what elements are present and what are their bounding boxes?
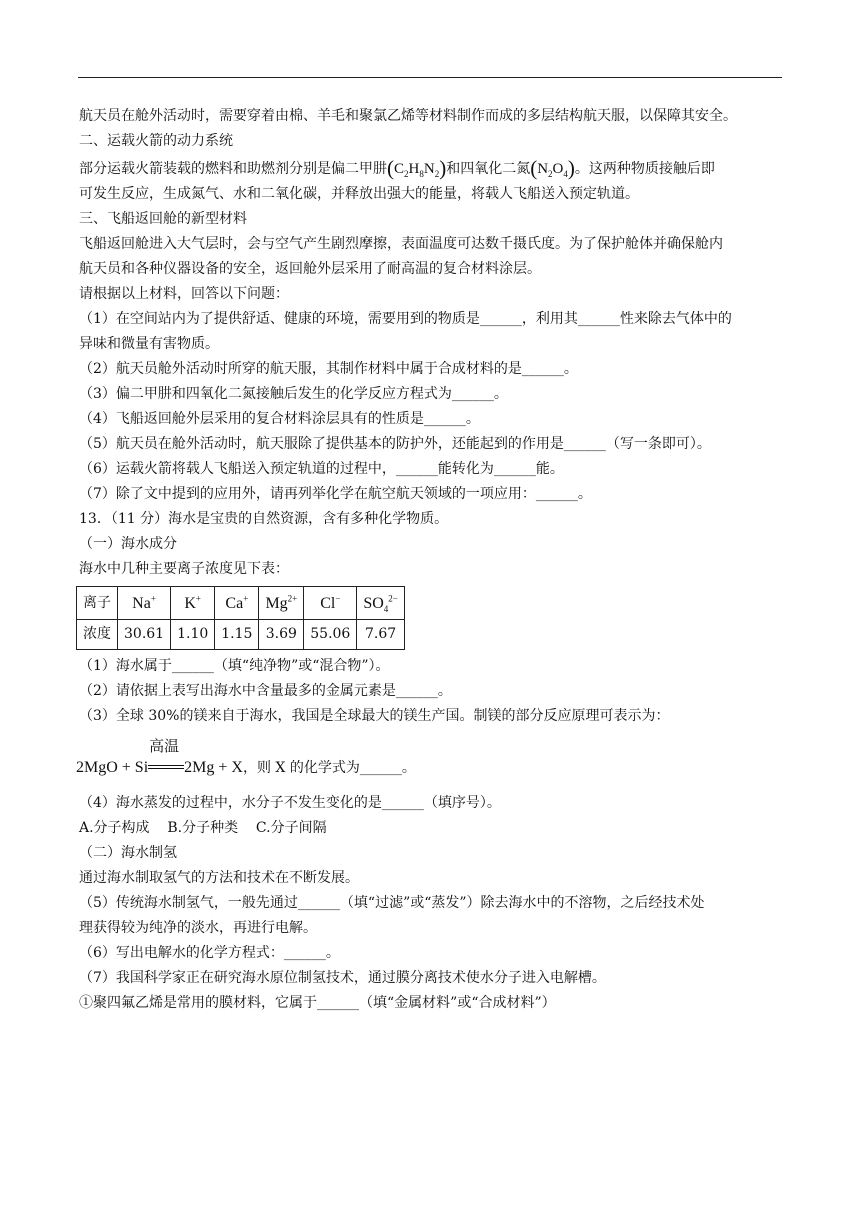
ion-cell: Ca+ bbox=[215, 587, 259, 620]
question-3: （3）偏二甲肼和四氧化二氮接触后发生的化学反应方程式为______。 bbox=[79, 386, 508, 402]
answer-7: （7）我国科学家正在研究海水原位制氢技术，通过膜分离技术使水分子进入电解槽。 bbox=[79, 970, 606, 986]
section-heading: 二、运载火箭的动力系统 bbox=[79, 133, 233, 149]
text-line: 通过海水制取氢气的方法和技术在不断发展。 bbox=[79, 870, 359, 886]
answer-6: （6）写出电解水的化学方程式：______。 bbox=[79, 945, 340, 961]
table-cell: 55.06 bbox=[304, 620, 357, 650]
text-line: 飞船返回舱进入大气层时，会与空气产生剧烈摩擦，表面温度可达数千摄氏度。为了保护舱体并确保舱内 bbox=[79, 236, 723, 252]
question-5: （5）航天员在舱外活动时，航天服除了提供基本的防护外，还能起到的作用是______（写一条即可）。 bbox=[79, 436, 711, 452]
open-paren: ( bbox=[387, 156, 394, 180]
table-cell: 1.15 bbox=[215, 620, 259, 650]
table-value-label: 浓度 bbox=[77, 620, 118, 650]
equation-products: 2Mg + X bbox=[184, 759, 243, 776]
question-7: （7）除了文中提到的应用外，请再列举化学在航空航天领域的一项应用：______。 bbox=[79, 486, 592, 502]
ion-cell: $Mg^{2+}$ bbox=[259, 587, 304, 620]
ion-cell: Na+ bbox=[118, 587, 171, 620]
question-1-cont: 异味和微量有害物质。 bbox=[79, 336, 219, 352]
answer-4: （4）海水蒸发的过程中，水分子不发生变化的是______（填序号）。 bbox=[79, 795, 501, 811]
question-2: （2）航天员舱外活动时所穿的航天服，其制作材料中属于合成材料的是______。 bbox=[79, 361, 578, 377]
text-fragment: 部分运载火箭装载的燃料和助燃剂分别是偏二甲肼 bbox=[79, 161, 387, 177]
table-header-label: 离子 bbox=[77, 587, 118, 620]
ion-cell: Cl− bbox=[304, 587, 357, 620]
answer-5-cont: 理获得较为纯净的淡水，再进行电解。 bbox=[79, 920, 317, 936]
subsection-heading: （二）海水制氢 bbox=[79, 845, 177, 861]
table-cell: 7.67 bbox=[357, 620, 405, 650]
text-line: 航天员在舱外活动时，需要穿着由棉、羊毛和聚氯乙烯等材料制作而成的多层结构航天服，以保障其安全。 bbox=[79, 108, 737, 124]
answer-5: （5）传统海水制氢气，一般先通过______（填“过滤”或“蒸发”）除去海水中的不溶物，之后经技术处 bbox=[79, 895, 705, 911]
text-line: 海水中几种主要离子浓度见下表： bbox=[79, 561, 289, 577]
answer-1: （1）海水属于______（填“纯净物”或“混合物”）。 bbox=[79, 658, 390, 674]
condition-label: 高温 bbox=[149, 737, 180, 756]
text-line: 航天员和各种仪器设备的安全，返回舱外层采用了耐高温的复合材料涂层。 bbox=[79, 261, 541, 277]
table-row bbox=[77, 587, 405, 620]
equal-bar bbox=[148, 768, 184, 769]
table-cell: 1.10 bbox=[171, 620, 215, 650]
close-paren: ) bbox=[567, 156, 575, 180]
answer-3: （3）全球 30%的镁来自于海水，我国是全球最大的镁生产国。制镁的部分反应原理可表示为： bbox=[79, 708, 670, 724]
question-4: （4）飞船返回舱外层采用的复合材料涂层具有的性质是______。 bbox=[79, 411, 480, 427]
table-row bbox=[77, 620, 405, 650]
text-line: 请根据以上材料，回答以下问题： bbox=[79, 286, 289, 302]
exam-content bbox=[76, 104, 782, 1016]
ion-cell: K+ bbox=[171, 587, 215, 620]
reaction-condition bbox=[148, 737, 184, 775]
subsection-heading: （一）海水成分 bbox=[79, 536, 177, 552]
section-heading: 三、飞船返回舱的新型材料 bbox=[79, 211, 247, 227]
header-rule bbox=[78, 77, 782, 78]
close-paren: ) bbox=[439, 156, 447, 180]
question-6: （6）运载火箭将载人飞船送入预定轨道的过程中，______能转化为______能。 bbox=[79, 461, 564, 477]
text-fragment: 和四氧化二氮 bbox=[446, 161, 531, 177]
equal-bar bbox=[148, 765, 184, 766]
answer-2: （2）请依据上表写出海水中含量最多的金属元素是______。 bbox=[79, 683, 452, 699]
table-cell: 30.61 bbox=[118, 620, 171, 650]
equation-reactants: 2MgO + Si bbox=[76, 759, 149, 776]
equation-tail: ，则 X 的化学式为______。 bbox=[242, 760, 416, 776]
answer-4-options: A.分子构成 B.分子种类 C.分子间隔 bbox=[79, 820, 327, 836]
text-line: 可发生反应，生成氮气、水和二氧化碳，并释放出强大的能量，将载人飞船送入预定轨道。 bbox=[79, 186, 639, 202]
open-paren: ( bbox=[530, 156, 538, 180]
question-1: （1）在空间站内为了提供舒适、健康的环境，需要用到的物质是______，利用其______性来除去气体中的 bbox=[79, 311, 732, 327]
reaction-equation bbox=[76, 729, 782, 791]
problem-13-heading: 13．（11 分）海水是宝贵的自然资源，含有多种化学物质。 bbox=[79, 511, 449, 527]
answer-7-sub1: ①聚四氟乙烯是常用的膜材料，它属于______（填“金属材料”或“合成材料”） bbox=[79, 995, 556, 1011]
table-cell: 3.69 bbox=[259, 620, 304, 650]
text-fragment: 。这两种物质接触后即 bbox=[574, 161, 715, 177]
udmh-formula: $C_2H_8N_2$ bbox=[394, 161, 440, 179]
ion-concentration-table bbox=[76, 586, 405, 650]
n2o4-formula: $N_2O_4$ bbox=[537, 161, 568, 179]
text-line-with-formulas bbox=[79, 151, 782, 186]
ion-cell: $SO_4^{2-}$ bbox=[357, 587, 405, 620]
